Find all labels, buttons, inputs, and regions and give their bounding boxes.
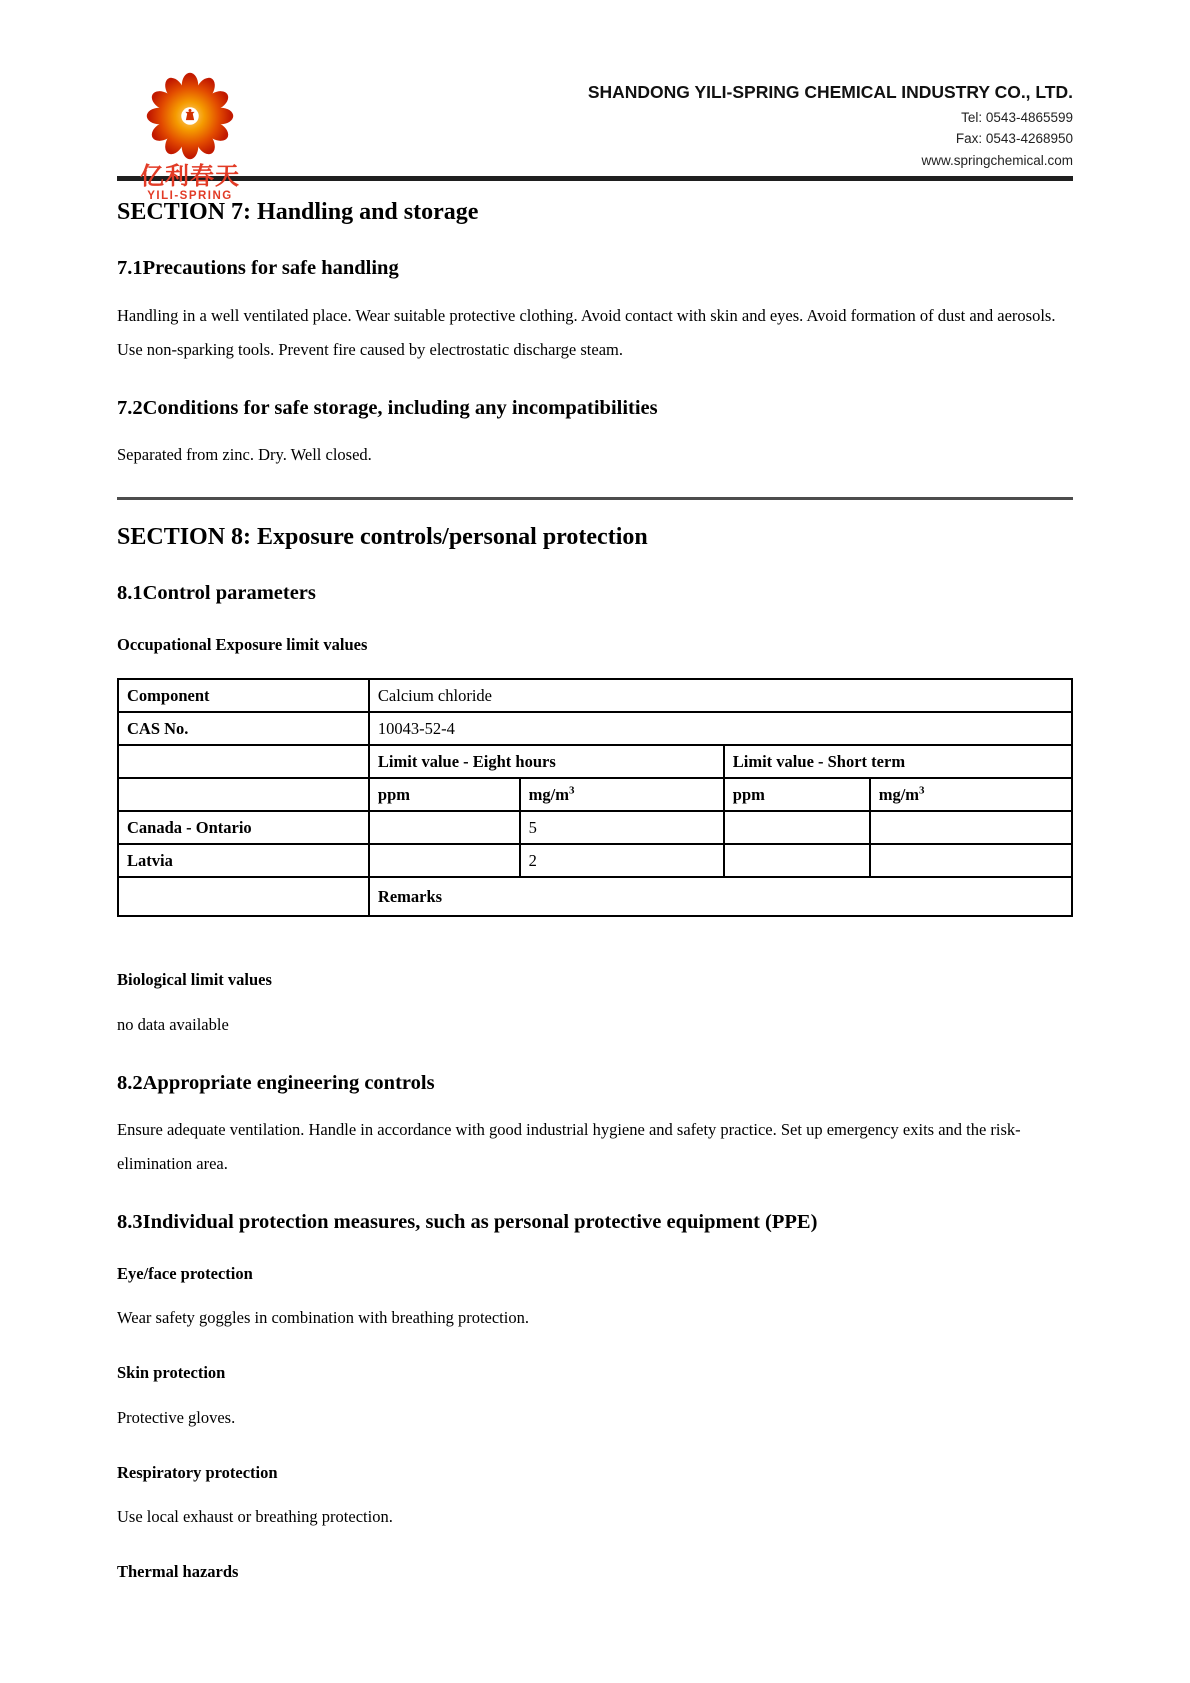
- short-term-label: Limit value - Short term: [724, 745, 1072, 778]
- table-row-remarks: [118, 877, 1072, 916]
- logo-chinese-text: 亿利春天: [140, 162, 240, 190]
- oel-heading: Occupational Exposure limit values: [117, 634, 368, 654]
- ppe-respiratory-heading: Respiratory protection: [117, 1462, 278, 1482]
- logo-latin-text: YILI-SPRING: [147, 190, 233, 202]
- value-cell: 2: [520, 844, 724, 877]
- ppe-skin-heading: Skin protection: [117, 1363, 226, 1383]
- section8-2-body: Ensure adequate ventilation. Handle in accordance with good industrial hygiene and safety practice. Set up emergency exits and the risk-elimination area.: [117, 1120, 1021, 1174]
- value-cell: [724, 811, 870, 844]
- table-row-component: [118, 679, 1072, 712]
- company-info: [588, 70, 1073, 171]
- section8-title: SECTION 8: Exposure controls/personal protection: [117, 524, 648, 551]
- eight-mgm3-header: $mg/m^3$: [520, 778, 724, 811]
- ppe-eye-face-heading: Eye/face protection: [117, 1263, 253, 1283]
- remarks-label: Remarks: [369, 877, 1072, 916]
- section7-1-title: 7.1Precautions for safe handling: [117, 257, 399, 279]
- ppe-skin-body: Protective gloves.: [117, 1407, 236, 1427]
- flower-logo-icon: [144, 70, 236, 162]
- value-cell: [870, 811, 1072, 844]
- company-name: SHANDONG YILI-SPRING CHEMICAL INDUSTRY CO., LTD.: [587, 82, 1073, 102]
- empty-cell: [118, 877, 369, 916]
- section8-3-title: 8.3Individual protection measures, such as personal protective equipment (PPE): [117, 1211, 818, 1234]
- value-cell: [369, 811, 520, 844]
- component-value: Calcium chloride: [369, 679, 1072, 712]
- document-header: [117, 0, 1073, 202]
- table-row-units: [118, 778, 1072, 811]
- section7-1-body: Handling in a well ventilated place. Wear suitable protective clothing. Avoid contact with skin and eyes. Avoid formation of dust and aerosols. Use non-sparking tools. Prevent fire caused by electrostatic discharge steam.: [117, 305, 1056, 359]
- table-row-latvia: [118, 844, 1072, 877]
- value-cell: [724, 844, 870, 877]
- eight-hours-label: Limit value - Eight hours: [369, 745, 724, 778]
- biological-heading: Biological limit values: [117, 970, 272, 990]
- short-ppm-header: ppm: [724, 778, 870, 811]
- exposure-limit-table: [117, 678, 1073, 917]
- component-label: Component: [118, 679, 369, 712]
- table-row-cas: [118, 712, 1072, 745]
- ppe-thermal-heading: Thermal hazards: [117, 1562, 239, 1582]
- section7-2-title: 7.2Conditions for safe storage, including any incompatibilities: [117, 396, 658, 419]
- table-row-limit-groups: [118, 745, 1072, 778]
- biological-value: no data available: [117, 1014, 229, 1034]
- empty-cell: [118, 778, 369, 811]
- value-cell: [369, 844, 520, 877]
- company-fax: Fax: 0543-4268950: [955, 131, 1073, 147]
- value-cell: 5: [520, 811, 724, 844]
- empty-cell: [118, 745, 369, 778]
- company-website: www.springchemical.com: [921, 152, 1073, 168]
- section7-title: SECTION 7: Handling and storage: [117, 199, 479, 225]
- company-logo: [131, 70, 249, 203]
- value-cell: [870, 844, 1072, 877]
- cas-label: CAS No.: [118, 712, 369, 745]
- section-divider: [117, 497, 1073, 500]
- ppe-respiratory-body: Use local exhaust or breathing protection.: [117, 1507, 393, 1527]
- eight-ppm-header: ppm: [369, 778, 520, 811]
- ppe-eye-face-body: Wear safety goggles in combination with breathing protection.: [117, 1308, 529, 1328]
- section8-2-title: 8.2Appropriate engineering controls: [117, 1071, 435, 1094]
- short-mgm3-header: $mg/m^3$: [870, 778, 1072, 811]
- region-label: Canada - Ontario: [118, 811, 369, 844]
- region-label: Latvia: [118, 844, 369, 877]
- section7-2-body: Separated from zinc. Dry. Well closed.: [117, 445, 372, 465]
- section8-1-title: 8.1Control parameters: [117, 582, 316, 605]
- cas-value: 10043-52-4: [369, 712, 1072, 745]
- company-tel: Tel: 0543-4865599: [961, 110, 1073, 125]
- table-row-canada-ontario: [118, 811, 1072, 844]
